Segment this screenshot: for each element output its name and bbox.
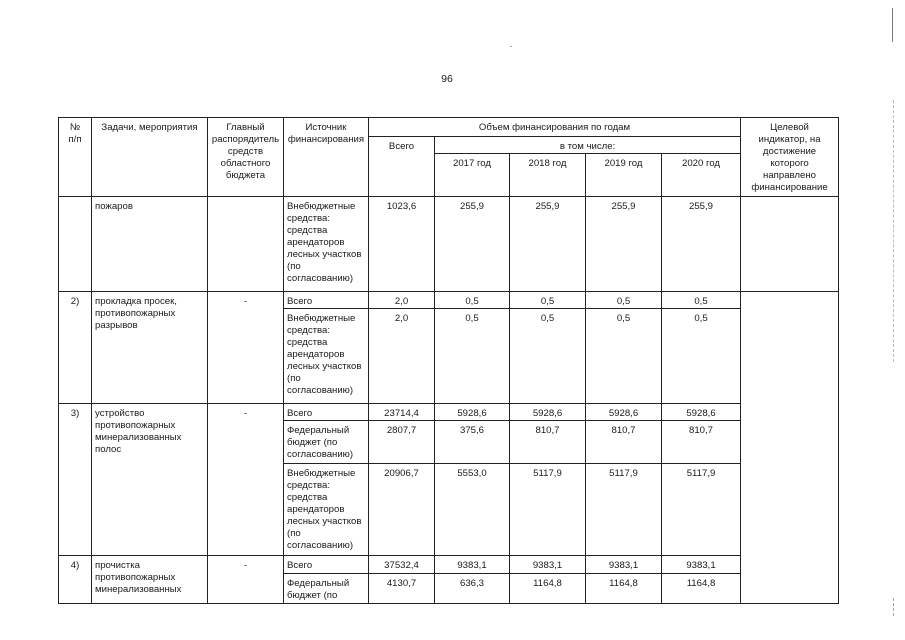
scan-mark — [893, 100, 894, 362]
funding-source-cell: Всего — [284, 404, 369, 421]
distributor-cell: - — [208, 404, 284, 556]
table-row — [59, 404, 839, 421]
year-2020-amount-cell: 810,7 — [662, 421, 741, 464]
header-including: в том числе: — [435, 137, 741, 154]
header-tasks: Задачи, мероприятия — [92, 118, 208, 197]
year-2019-amount-cell: 5117,9 — [586, 464, 662, 556]
year-2020-amount-cell: 0,5 — [662, 292, 741, 309]
funding-source-cell: Федеральный бюджет (по — [284, 574, 369, 604]
year-2017-amount-cell: 0,5 — [435, 309, 510, 404]
header-year-2018: 2018 год — [510, 154, 586, 197]
row-number-cell: 2) — [59, 292, 92, 404]
scan-mark — [510, 46, 512, 47]
target-indicator-cell — [741, 292, 839, 604]
year-2017-amount-cell: 9383,1 — [435, 556, 510, 574]
header-number: № п/п — [59, 118, 92, 197]
year-2018-amount-cell: 0,5 — [510, 309, 586, 404]
year-2017-amount-cell: 375,6 — [435, 421, 510, 464]
funding-source-cell: Внебюджетные средства: средства арендаторов лесных участков (по согласованию) — [284, 309, 369, 404]
total-amount-cell: 2,0 — [369, 309, 435, 404]
row-number-cell — [59, 197, 92, 292]
year-2018-amount-cell: 810,7 — [510, 421, 586, 464]
scan-mark — [893, 598, 894, 616]
distributor-cell — [208, 197, 284, 292]
year-2019-amount-cell: 9383,1 — [586, 556, 662, 574]
header-year-2019: 2019 год — [586, 154, 662, 197]
year-2018-amount-cell: 1164,8 — [510, 574, 586, 604]
total-amount-cell: 1023,6 — [369, 197, 435, 292]
task-cell: прочистка противопожарных минерализованных — [92, 556, 208, 604]
year-2019-amount-cell: 1164,8 — [586, 574, 662, 604]
header-row — [59, 118, 839, 137]
total-amount-cell: 2,0 — [369, 292, 435, 309]
header-funding-source: Источник финансирования — [284, 118, 369, 197]
header-funding-volume: Объем финансирования по годам — [369, 118, 741, 137]
year-2018-amount-cell: 5928,6 — [510, 404, 586, 421]
header-target-indicator: Целевой индикатор, на достижение которого направлено финансирование — [741, 118, 839, 197]
distributor-cell: - — [208, 556, 284, 604]
scan-mark — [892, 8, 893, 42]
funding-source-cell: Внебюджетные средства: средства арендаторов лесных участков (по согласованию) — [284, 197, 369, 292]
year-2020-amount-cell: 9383,1 — [662, 556, 741, 574]
year-2017-amount-cell: 5553,0 — [435, 464, 510, 556]
year-2019-amount-cell: 5928,6 — [586, 404, 662, 421]
page-number: 96 — [441, 73, 453, 85]
distributor-cell: - — [208, 292, 284, 404]
header-total: Всего — [369, 137, 435, 197]
year-2020-amount-cell: 5117,9 — [662, 464, 741, 556]
total-amount-cell: 37532,4 — [369, 556, 435, 574]
year-2020-amount-cell: 5928,6 — [662, 404, 741, 421]
header-year-2017: 2017 год — [435, 154, 510, 197]
total-amount-cell: 20906,7 — [369, 464, 435, 556]
funding-source-cell: Всего — [284, 556, 369, 574]
funding-source-cell: Федеральный бюджет (по согласованию) — [284, 421, 369, 464]
row-number-cell: 4) — [59, 556, 92, 604]
year-2018-amount-cell: 9383,1 — [510, 556, 586, 574]
year-2020-amount-cell: 0,5 — [662, 309, 741, 404]
row-number-cell: 3) — [59, 404, 92, 556]
table-row — [59, 292, 839, 309]
header-year-2020: 2020 год — [662, 154, 741, 197]
year-2018-amount-cell: 5117,9 — [510, 464, 586, 556]
year-2020-amount-cell: 255,9 — [662, 197, 741, 292]
table-row — [59, 556, 839, 574]
task-cell: прокладка просек, противопожарных разрывов — [92, 292, 208, 404]
year-2017-amount-cell: 255,9 — [435, 197, 510, 292]
year-2018-amount-cell: 255,9 — [510, 197, 586, 292]
year-2017-amount-cell: 636,3 — [435, 574, 510, 604]
total-amount-cell: 2807,7 — [369, 421, 435, 464]
header-main-distributor: Главный распорядитель средств областного бюджета — [208, 118, 284, 197]
year-2017-amount-cell: 0,5 — [435, 292, 510, 309]
year-2019-amount-cell: 0,5 — [586, 309, 662, 404]
year-2017-amount-cell: 5928,6 — [435, 404, 510, 421]
year-2019-amount-cell: 810,7 — [586, 421, 662, 464]
total-amount-cell: 23714,4 — [369, 404, 435, 421]
funding-source-cell: Внебюджетные средства: средства арендаторов лесных участков (по согласованию) — [284, 464, 369, 556]
target-indicator-cell — [741, 197, 839, 292]
total-amount-cell: 4130,7 — [369, 574, 435, 604]
year-2019-amount-cell: 255,9 — [586, 197, 662, 292]
year-2019-amount-cell: 0,5 — [586, 292, 662, 309]
financing-table — [58, 117, 839, 604]
funding-source-cell: Всего — [284, 292, 369, 309]
year-2018-amount-cell: 0,5 — [510, 292, 586, 309]
task-cell: устройство противопожарных минерализованных полос — [92, 404, 208, 556]
task-cell: пожаров — [92, 197, 208, 292]
year-2020-amount-cell: 1164,8 — [662, 574, 741, 604]
table-row — [59, 197, 839, 292]
